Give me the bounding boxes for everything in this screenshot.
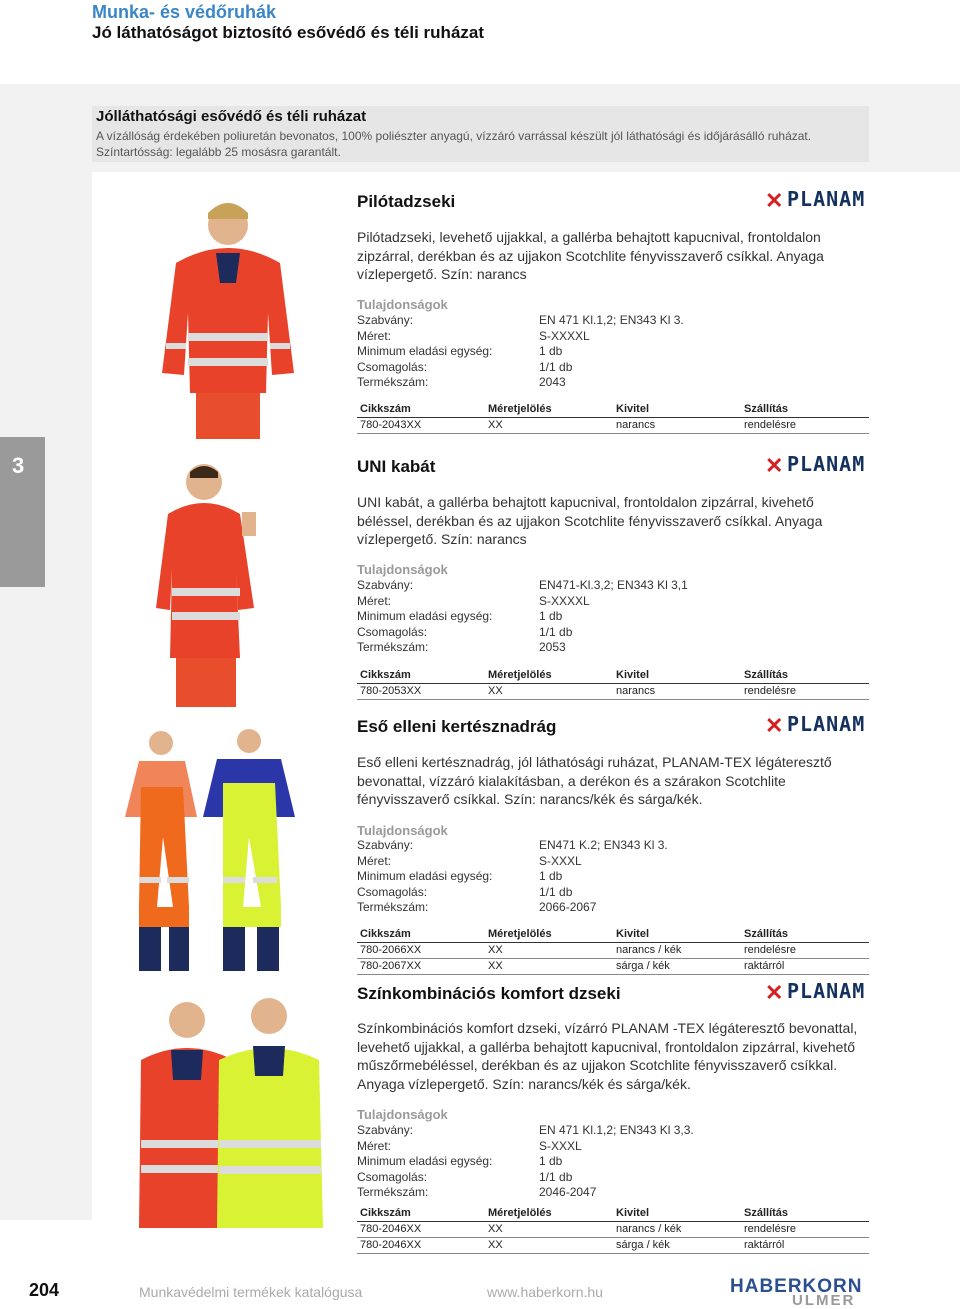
planam-x-icon: ✕ [765,980,784,1005]
table-row [357,684,869,700]
section-tab [0,437,45,587]
table-header [357,927,869,943]
prop-value: S-XXXL [539,1139,582,1153]
prop-value: 1 db [539,869,563,883]
table-row [357,1238,869,1254]
table-cell: XX [488,1239,503,1251]
prop-value: S-XXXXL [539,594,590,608]
prop-label: Minimum eladási egység: [357,1154,493,1168]
page-number: 204 [29,1280,60,1300]
intro-box [92,106,869,162]
prop-value: 1 db [539,609,563,623]
table-cell: XX [488,685,503,697]
product-description: Színkombinációs komfort dzseki, vízárró PLANAM -TEX légáteresztő bevonattal, levehető ujjakkal, a gallérba behajtott kapucnival, frontoldalon zipzárral, kivehető műszőrmebéléssel, derékban és az ujjakon Scotchlite fényvisszaverő csíkkal. Anyaga vízlepergető. Szín: narancs/kék és sárga/kék. [357,1020,858,1092]
props-heading: Tulajdonságok [357,562,448,577]
footer-catalog: Munkavédelmi termékek katalógusa [139,1284,363,1300]
prop-row [357,578,867,594]
col-header: Méretjelölés [488,669,552,681]
prop-label: Csomagolás: [357,360,428,374]
table-cell: narancs [616,685,656,697]
prop-row [357,1123,867,1139]
col-header: Szállítás [744,669,789,681]
prop-label: Csomagolás: [357,1170,428,1184]
prop-label: Szabvány: [357,838,414,852]
table-cell: rendelésre [744,419,796,431]
prop-value: 2066-2067 [539,900,597,914]
prop-value: 1/1 db [539,885,573,899]
product-description: Eső elleni kertésznadrág, jól láthatósági ruházat, PLANAM-TEX légáteresztő bevonattal, vízzáró kialakításban, a derékon és a szárakon Scotchlite fényvisszaverő csíkkal. Szín: narancs/kék és sárga/kék. [357,754,832,807]
prop-value: 1 db [539,344,563,358]
table-cell: raktárról [744,960,785,972]
prop-row [357,360,867,376]
prop-row [357,885,867,901]
table-cell: 780-2046XX [360,1239,422,1251]
col-header: Cikkszám [360,1207,411,1219]
prop-label: Méret: [357,594,392,608]
col-header: Cikkszám [360,928,411,940]
planam-logo [765,712,867,736]
table-row [357,959,869,975]
prop-row [357,838,867,854]
rain-overalls-image [113,727,305,971]
prop-label: Szabvány: [357,313,414,327]
logo-text: PLANAM [787,712,866,736]
prop-row [357,1170,867,1186]
props-heading: Tulajdonságok [357,823,448,838]
table-cell: sárga / kék [616,960,670,972]
prop-label: Szabvány: [357,1123,414,1137]
prop-row [357,1139,867,1155]
table-row [357,1222,869,1238]
prop-label: Csomagolás: [357,625,428,639]
table-cell: narancs / kék [616,1223,682,1235]
logo-text: PLANAM [787,452,866,476]
table-cell: rendelésre [744,944,796,956]
table-cell: XX [488,960,503,972]
prop-value: EN471-Kl.3,2; EN343 Kl 3,1 [539,578,688,592]
logo-text: PLANAM [787,979,866,1003]
table-row [357,943,869,959]
table-cell: 780-2067XX [360,960,422,972]
table-cell: narancs [616,419,656,431]
product-title: UNI kabát [357,457,436,476]
table-cell: XX [488,419,503,431]
col-header: Kivitel [616,928,650,940]
intro-text: A vízállóság érdekében poliuretán bevonatos, 100% poliészter anyagú, vízzáró varrással készült jól láthatósági és időjárásálló ruházat. Színtartósság: legalább 25 mosásra garantált. [96,129,812,159]
section-number: 3 [12,453,25,478]
haberkorn-logo: HABERKORN [730,1276,863,1297]
prop-row [357,344,867,360]
table-row [357,418,869,434]
table-cell: XX [488,1223,503,1235]
prop-value: 2046-2047 [539,1185,597,1199]
planam-logo [765,187,867,211]
prop-label: Termékszám: [357,375,429,389]
page-subtitle: Jó láthatóságot biztosító esővédő és téli ruházat [92,23,485,42]
prop-value: S-XXXXL [539,329,590,343]
table-cell: rendelésre [744,685,796,697]
prop-row [357,1185,867,1201]
prop-value: 2053 [539,640,566,654]
planam-x-icon: ✕ [765,453,784,478]
prop-value: 1 db [539,1154,563,1168]
uni-coat-image [156,458,268,707]
ulmer-logo: ULMER [792,1292,856,1309]
table-cell: rendelésre [744,1223,796,1235]
prop-label: Minimum eladási egység: [357,609,493,623]
prop-label: Méret: [357,329,392,343]
prop-row [357,313,867,329]
table-cell: 780-2046XX [360,1223,422,1235]
col-header: Kivitel [616,1207,650,1219]
prop-value: S-XXXL [539,854,582,868]
product-title: Színkombinációs komfort dzseki [357,984,621,1003]
table-cell: 780-2053XX [360,685,422,697]
prop-value: EN 471 Kl.1,2; EN343 Kl 3,3. [539,1123,694,1137]
table-header [357,1206,869,1222]
prop-label: Termékszám: [357,900,429,914]
prop-row [357,375,867,391]
table-cell: narancs / kék [616,944,682,956]
table-cell: 780-2066XX [360,944,422,956]
planam-x-icon: ✕ [765,188,784,213]
page-header [0,0,960,84]
combo-jacket-image [131,990,327,1228]
prop-label: Szabvány: [357,578,414,592]
props-heading: Tulajdonságok [357,1107,448,1122]
prop-label: Termékszám: [357,640,429,654]
col-header: Szállítás [744,928,789,940]
prop-row [357,609,867,625]
product-title: Pilótadzseki [357,192,456,211]
prop-row [357,869,867,885]
prop-value: 1/1 db [539,360,573,374]
prop-row [357,640,867,656]
prop-label: Termékszám: [357,1185,429,1199]
table-header [357,402,869,418]
col-header: Cikkszám [360,403,411,415]
table-cell: raktárról [744,1239,785,1251]
prop-value: 1/1 db [539,625,573,639]
col-header: Kivitel [616,403,650,415]
planam-x-icon: ✕ [765,713,784,738]
prop-row [357,625,867,641]
intro-title: Jólláthatósági esővédő és téli ruházat [96,108,367,125]
prop-value: 2043 [539,375,566,389]
col-header: Szállítás [744,1207,789,1219]
product-description: UNI kabát, a gallérba behajtott kapucnival, frontoldalon zipzárral, kivehető béléssel, derékban és az ujjakon Scotchlite fényvisszaverő csíkkal. Anyaga vízlepergető. Szín: narancs [357,494,823,547]
product-description: Pilótadzseki, levehető ujjakkal, a gallérba behajtott kapucnival, frontoldalon zipzárral, derékban és az ujjakon Scotchlite fényvisszaverő csíkkal. Anyaga vízlepergető. Szín: narancs [357,229,824,282]
table-cell: sárga / kék [616,1239,670,1251]
prop-row [357,329,867,345]
col-header: Kivitel [616,669,650,681]
planam-logo [765,979,867,1003]
prop-label: Minimum eladási egység: [357,869,493,883]
prop-value: 1/1 db [539,1170,573,1184]
pilot-jacket-image [156,193,300,439]
logo-text: PLANAM [787,187,866,211]
col-header: Méretjelölés [488,1207,552,1219]
table-header [357,668,869,684]
prop-row [357,1154,867,1170]
footer-url[interactable]: www.haberkorn.hu [487,1284,603,1300]
category-title: Munka- és védőruhák [92,2,277,22]
prop-label: Méret: [357,854,392,868]
table-cell: 780-2043XX [360,419,422,431]
prop-row [357,594,867,610]
prop-value: EN 471 Kl.1,2; EN343 Kl 3. [539,313,684,327]
props-heading: Tulajdonságok [357,297,448,312]
prop-label: Minimum eladási egység: [357,344,493,358]
planam-logo [765,452,867,476]
table-cell: XX [488,944,503,956]
col-header: Szállítás [744,403,789,415]
prop-row [357,900,867,916]
col-header: Méretjelölés [488,928,552,940]
prop-row [357,854,867,870]
prop-label: Méret: [357,1139,392,1153]
col-header: Cikkszám [360,669,411,681]
col-header: Méretjelölés [488,403,552,415]
prop-value: EN471 K.2; EN343 Kl 3. [539,838,668,852]
product-title: Eső elleni kertésznadrág [357,717,557,736]
prop-label: Csomagolás: [357,885,428,899]
